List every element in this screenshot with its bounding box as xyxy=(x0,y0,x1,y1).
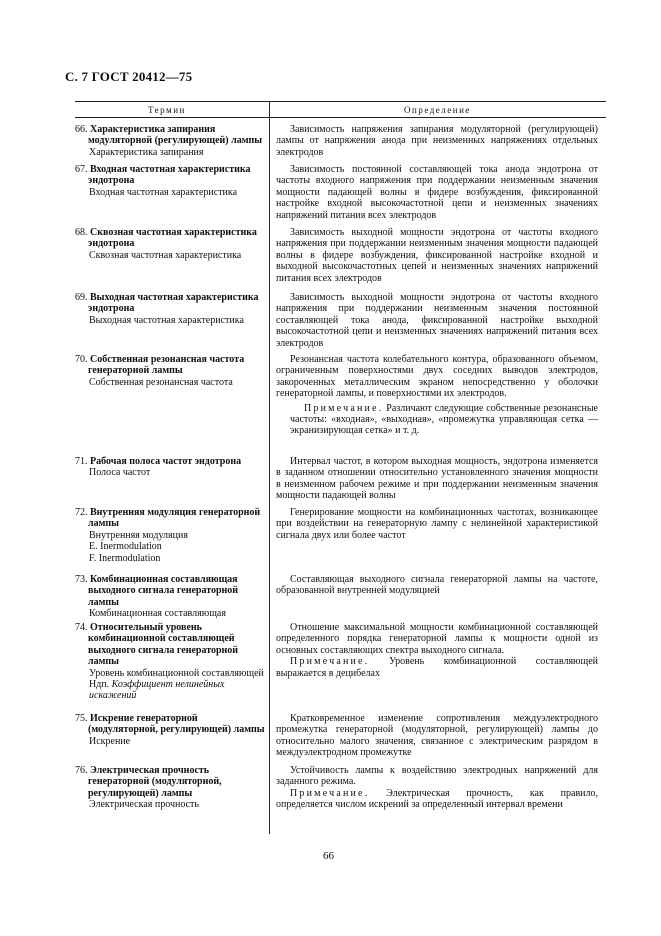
definition-text: Зависимость постоянной составляющей тока анода эндотрона от частоты входного напряжения при поддержании неизменным значения мощности падающей волны в фидере возбуждения, фиксированной настройке входной высокочастотной цепи и неизменных значениях напряжений питания всех электродов xyxy=(276,164,598,221)
term-title: Относительный уровень комбинационной составляющей выходного сигнала генераторной лампы xyxy=(88,622,239,668)
term-title: Искрение генераторной (модуляторной, регулирующей) лампы xyxy=(88,713,265,736)
term-french: F. Inermodulation xyxy=(89,552,161,564)
definition-note xyxy=(276,403,598,437)
term-66 xyxy=(75,124,265,158)
term-75 xyxy=(75,713,265,747)
column-header-definition: Определение xyxy=(404,105,471,115)
term-number: 76. xyxy=(75,765,88,776)
term-72 xyxy=(75,507,265,564)
term-number: 71. xyxy=(75,456,88,467)
definition-68 xyxy=(276,227,598,284)
npd-text: Коэффициент нелинейных искажений xyxy=(89,679,225,702)
definition-text: Генерирование мощности на комбинационных частотах, возникающее при воздействии на генераторную лампу с нелинейной характеристикой сигнала двух или более частот xyxy=(276,507,598,541)
term-number: 75. xyxy=(75,713,88,724)
term-title: Входная частотная характеристика эндотрона xyxy=(88,164,251,187)
term-69 xyxy=(75,292,265,326)
definition-text: Зависимость напряжения запирания модуляторной (регулирующей) лампы от напряжения анода при неизменных напряжениях отдельных электродов xyxy=(276,124,598,158)
definition-73 xyxy=(276,574,598,597)
term-short: Полоса частот xyxy=(89,467,151,479)
term-74 xyxy=(75,622,265,702)
term-short: Комбинационная составляющая xyxy=(89,608,226,620)
note-label: Примечание. xyxy=(290,656,370,668)
term-number: 72. xyxy=(75,507,88,518)
term-title: Внутренняя модуляция генераторной лампы xyxy=(88,507,261,530)
definition-72 xyxy=(276,507,598,541)
column-header-term: Термин xyxy=(148,105,186,115)
term-title: Сквозная частотная характеристика эндотрона xyxy=(88,227,257,250)
page-number: 66 xyxy=(323,850,334,862)
definition-text: Зависимость выходной мощности эндотрона от частоты входного напряжения при поддержании неизменным значения мощности падающей волны в фидере возбуждения, фиксированной настройке входной и выходной высокочастотных цепей и неизменных значениях напряжений питания всех электродов xyxy=(276,227,598,284)
table-header-rule xyxy=(75,117,606,118)
term-68 xyxy=(75,227,265,261)
term-short: Внутренняя модуляция xyxy=(89,529,188,541)
definition-76 xyxy=(276,765,598,811)
definition-71 xyxy=(276,456,598,502)
definition-text: Составляющая выходного сигнала генераторной лампы на частоте, образованной внутренней модуляцией xyxy=(276,574,598,597)
term-title: Рабочая полоса частот эндотрона xyxy=(90,456,242,467)
column-divider xyxy=(269,101,270,834)
definition-67 xyxy=(276,164,598,221)
term-deprecated xyxy=(75,679,265,702)
definition-75 xyxy=(276,713,598,759)
note-text: Уровень комбинационной составляющей выражается в децибелах xyxy=(276,656,599,679)
term-number: 74. xyxy=(75,622,88,633)
term-title: Собственная резонансная частота генераторной лампы xyxy=(88,354,245,377)
term-english: E. Inermodulation xyxy=(89,541,162,553)
definition-text: Интервал частот, в котором выходная мощность, эндотрона изменяется в заданном отношении относительно установленного значения мощности в неизменном рабочем режиме и при поддержании неизменным значения мощности падающей волны xyxy=(276,456,598,502)
definition-note xyxy=(276,788,598,811)
term-title: Электрическая прочность генераторной (модуляторной, регулирующей) лампы xyxy=(88,765,222,799)
term-short: Искрение xyxy=(89,735,131,747)
term-title: Выходная частотная характеристика эндотрона xyxy=(88,292,259,315)
definition-69 xyxy=(276,292,598,349)
definition-text: Устойчивость лампы к воздействию электродных напряжений для заданного режима. xyxy=(276,765,598,788)
term-number: 70. xyxy=(75,354,88,365)
note-text: Различают следующие собственные резонансные частоты: «входная», «выходная», «промежутка управляющая сетка — экранизирующая сетка» и т. д. xyxy=(290,402,598,437)
definition-text: Зависимость выходной мощности эндотрона от частоты входного напряжения при поддержании неизменным значения постоянной составляющей тока анода, фиксированной настройке выходной высокочастотной цепи и неизменных значениях напряжений питания всех электродов xyxy=(276,292,598,349)
term-short: Характеристика запирания xyxy=(89,146,204,158)
term-title: Комбинационная составляющая выходного сигнала генераторной лампы xyxy=(88,574,239,608)
term-short: Электрическая прочность xyxy=(89,799,199,811)
definition-note xyxy=(276,656,598,679)
term-short: Выходная частотная характеристика xyxy=(89,314,244,326)
term-71 xyxy=(75,456,265,479)
term-76 xyxy=(75,765,265,811)
definition-74 xyxy=(276,622,598,679)
term-70 xyxy=(75,354,265,388)
definition-text: Кратковременное изменение сопротивления междуэлектродного промежутка генераторной (модуляторной, регулирующей) лампы до относительно малого значения, связанное с электрическим разрядом в междуэлектродном промежутке xyxy=(276,713,598,759)
page-header: С. 7 ГОСТ 20412—75 xyxy=(65,69,193,84)
term-number: 67. xyxy=(75,164,88,175)
table-top-rule xyxy=(75,101,606,102)
term-67 xyxy=(75,164,265,198)
term-short: Входная частотная характеристика xyxy=(89,186,238,198)
definition-text: Отношение максимальной мощности комбинационной составляющей определенного порядка генераторной лампы к мощности одной из основных составляющих спектра выходного сигнала. xyxy=(276,622,598,656)
term-number: 66. xyxy=(75,124,88,135)
definition-text: Резонансная частота колебательного контура, образованного объемом, ограниченным поверхностями двух соседних выводов электродов, закороченных металлическим экраном непосредственно у оболочки генераторной лампы, и поверхностями их электродов. xyxy=(276,354,598,400)
definition-66 xyxy=(276,124,598,158)
note-label: Примечание. xyxy=(290,787,370,799)
term-title: Характеристика запирания модуляторной (регулирующей) лампы xyxy=(88,124,263,147)
term-73 xyxy=(75,574,265,620)
term-number: 68. xyxy=(75,227,88,238)
definition-70 xyxy=(276,354,598,437)
term-short: Собственная резонансная частота xyxy=(89,376,233,388)
npd-label: Ндп. xyxy=(89,679,110,691)
term-number: 73. xyxy=(75,574,88,585)
note-label: Примечание. xyxy=(304,402,384,414)
term-short: Сквозная частотная характеристика xyxy=(89,249,242,261)
note-text: Электрическая прочность, как правило, определяется числом искрений за определенный интервал времени xyxy=(276,787,599,811)
term-short: Уровень комбинационной составляющей xyxy=(89,667,264,679)
term-number: 69. xyxy=(75,292,88,303)
